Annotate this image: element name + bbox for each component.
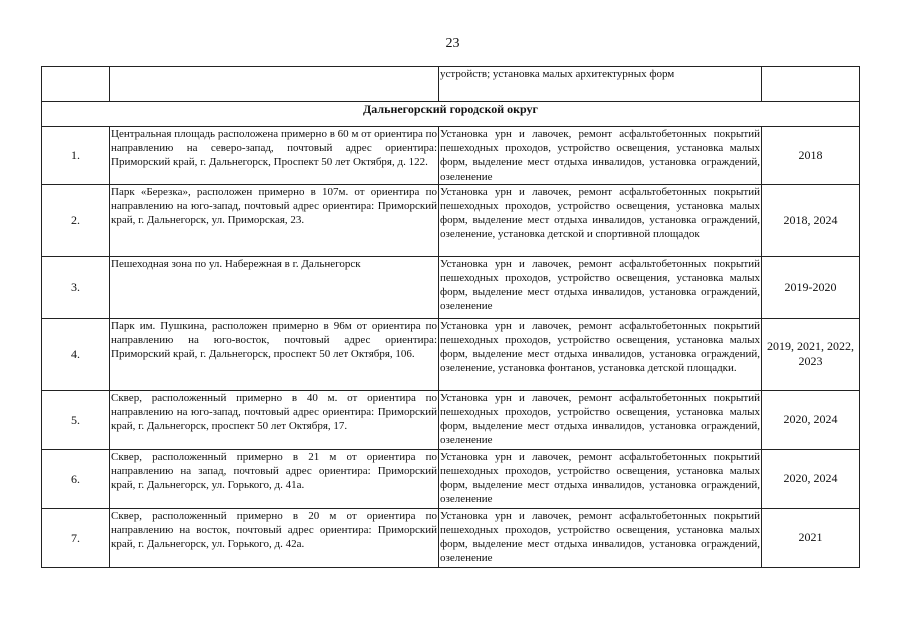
- years-cell: 2021: [762, 508, 860, 567]
- years-cell: [762, 67, 860, 102]
- location-cell: Сквер, расположенный примерно в 20 м от ориентира по направлению на восток, почтовый адрес ориентира: Приморский край, г. Дальнегорск, ул. Горького, д. 42а.: [110, 508, 439, 567]
- location-cell: Пешеходная зона по ул. Набережная в г. Дальнегорск: [110, 256, 439, 318]
- location-cell: [110, 67, 439, 102]
- improvement-table: [41, 66, 860, 568]
- table-row: [42, 508, 860, 567]
- works-cell: Установка урн и лавочек, ремонт асфальтобетонных покрытий пешеходных проходов, устройство освещения, установка малых форм, выделение мест отдыха инвалидов, установка ограждений, озеленение: [439, 508, 762, 567]
- works-cell: Установка урн и лавочек, ремонт асфальтобетонных покрытий пешеходных проходов, устройство освещения, установка малых форм, выделение мест отдыха инвалидов, установка ограждений, озеленение, установка фонтанов, установка детской площадки.: [439, 318, 762, 390]
- section-title: Дальнегорский городской округ: [42, 102, 860, 127]
- row-number-cell: 1.: [42, 127, 110, 185]
- works-cell: Установка урн и лавочек, ремонт асфальтобетонных покрытий пешеходных проходов, устройство освещения, установка малых форм, выделение мест отдыха инвалидов, установка ограждений, озеленение: [439, 449, 762, 508]
- row-number-cell: [42, 67, 110, 102]
- location-cell: Центральная площадь расположена примерно в 60 м от ориентира по направлению на северо-запад, почтовый адрес ориентира: Приморский край, г. Дальнегорск, Проспект 50 лет Октября, д. 122.: [110, 127, 439, 185]
- section-header-row: [42, 102, 860, 127]
- table-row-continuation: [42, 67, 860, 102]
- works-cell: Установка урн и лавочек, ремонт асфальтобетонных покрытий пешеходных проходов, устройство освещения, установка малых форм, выделение мест отдыха инвалидов, установка ограждений, озеленение: [440, 128, 760, 183]
- location-cell: Сквер, расположенный примерно в 40 м. от ориентира по направлению на юго-запад, почтовый адрес ориентира: Приморский край, г. Дальнегорск, проспект 50 лет Октября, 17.: [110, 390, 439, 449]
- row-number-cell: 5.: [42, 390, 110, 449]
- years-cell: 2018, 2024: [762, 184, 860, 256]
- row-number-cell: 6.: [42, 449, 110, 508]
- works-cell: Установка урн и лавочек, ремонт асфальтобетонных покрытий пешеходных проходов, устройство освещения, установка малых форм, выделение мест отдыха инвалидов, установка ограждений, озеленение, установка детской и спортивной площадок: [439, 184, 762, 256]
- row-number-cell: 3.: [42, 256, 110, 318]
- table-row: [42, 449, 860, 508]
- years-cell: 2019-2020: [762, 256, 860, 318]
- table-row: [42, 256, 860, 318]
- table-row: [42, 184, 860, 256]
- location-cell: Парк им. Пушкина, расположен примерно в 96м от ориентира по направлению на юго-восток, почтовый адрес ориентира: Приморский край, г. Дальнегорск, проспект 50 лет Октября, 106.: [110, 318, 439, 390]
- years-cell: 2020, 2024: [762, 390, 860, 449]
- location-cell: Сквер, расположенный примерно в 21 м от ориентира по направлению на запад, почтовый адрес ориентира: Приморский край, г. Дальнегорск, ул. Горького, д. 41а.: [110, 449, 439, 508]
- works-cell: устройств; установка малых архитектурных форм: [439, 67, 762, 102]
- years-cell: 2020, 2024: [762, 449, 860, 508]
- works-cell: Установка урн и лавочек, ремонт асфальтобетонных покрытий пешеходных проходов, устройство освещения, установка малых форм, выделение мест отдыха инвалидов, установка ограждений, озеленение: [439, 256, 762, 318]
- table-row: [42, 127, 860, 185]
- works-cell: Установка урн и лавочек, ремонт асфальтобетонных покрытий пешеходных проходов, устройство освещения, установка малых форм, выделение мест отдыха инвалидов, установка ограждений, озеленение: [439, 390, 762, 449]
- years-cell: 2019, 2021, 2022, 2023: [762, 318, 860, 390]
- row-number-cell: 2.: [42, 184, 110, 256]
- page-number: 23: [445, 36, 460, 51]
- years-cell: 2018: [762, 127, 860, 185]
- row-number-cell: 4.: [42, 318, 110, 390]
- table-row: [42, 390, 860, 449]
- table-row: [42, 318, 860, 390]
- row-number-cell: 7.: [42, 508, 110, 567]
- location-cell: Парк «Березка», расположен примерно в 107м. от ориентира по направлению на юго-запад, почтовый адрес ориентира: Приморский край, г. Дальнегорск, ул. Приморская, 23.: [110, 184, 439, 256]
